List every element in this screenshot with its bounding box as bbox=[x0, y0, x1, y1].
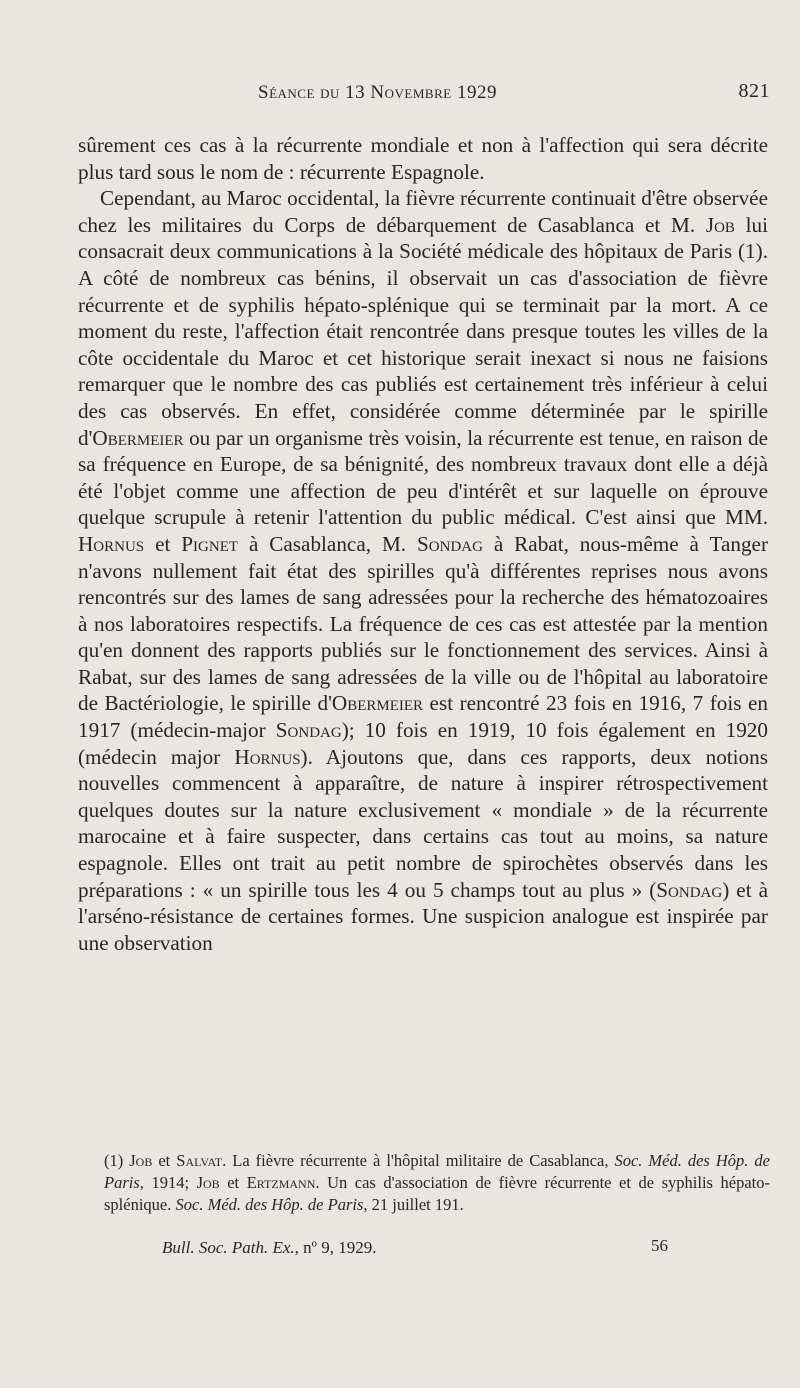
text-span: et bbox=[152, 1151, 177, 1170]
page-number: 821 bbox=[738, 80, 770, 102]
paragraph-2 bbox=[78, 185, 768, 956]
text-span: , 21 juillet 191. bbox=[363, 1195, 464, 1214]
text-span: Cependant, au Maroc occidental, la fièvre récurrente continuait d'être observée chez les militaires du Corps de débarquement de Casablanca et M. bbox=[78, 186, 768, 237]
body-text bbox=[78, 132, 768, 956]
running-header bbox=[80, 78, 770, 110]
author-name: Job bbox=[705, 212, 735, 237]
signature-mark: 56 bbox=[651, 1236, 668, 1255]
author-name: Job bbox=[196, 1173, 220, 1192]
footnote-marker: (1) bbox=[104, 1151, 130, 1170]
text-span: ) et à l'arséno-résistance de certaines formes. Une suspicion analogue est inspirée par une observation bbox=[78, 877, 768, 955]
text-span: est rencontré 23 fois en 1916, 7 fois en 1917 (médecin-major bbox=[78, 691, 768, 743]
author-name: Sondag bbox=[275, 718, 342, 743]
running-title: Séance du 13 Novembre 1929 bbox=[258, 82, 497, 103]
text-span: ou par un organisme très voisin, la récurrente est tenue, en raison de sa fréquence en Europe, de sa bénignité, des nombreux travaux dont elle a déjà été l'objet comme une affection de peu d'intérêt et sur laquelle on éprouve quelque scrupule à retenir l'attention du public médical. C'est ainsi que MM. bbox=[78, 425, 768, 530]
text-span: , 1914; bbox=[139, 1173, 197, 1192]
journal-name: Soc. Méd. des Hôp. de Paris bbox=[104, 1151, 770, 1192]
author-name: Hornus bbox=[78, 531, 145, 556]
paragraph-1-text: sûrement ces cas à la récurrente mondiale et non à l'affection qui sera décrite plus tard sous le nom de : récurrente Espagnole. bbox=[78, 133, 768, 184]
text-span: à Casablanca, M. bbox=[238, 531, 417, 556]
paragraph-1 bbox=[78, 132, 768, 185]
author-name: Obermeier bbox=[92, 425, 184, 450]
journal-reference bbox=[162, 1238, 376, 1258]
author-name: Ertzmann bbox=[246, 1173, 316, 1192]
author-name: Salvat bbox=[176, 1151, 223, 1170]
text-span: et bbox=[219, 1173, 247, 1192]
author-name: Obermeier bbox=[331, 691, 424, 716]
journal-name: Soc. Méd. des Hôp. de Paris bbox=[175, 1195, 364, 1214]
text-span: . La fièvre récurrente à l'hôpital militaire de Casablanca, bbox=[222, 1151, 615, 1170]
text-span: lui consacrait deux communications à la Société médicale des hôpitaux de Paris (1). A côté de nombreux cas bénins, il observait un cas d'association de fièvre récurrente et de syphilis hépato-splénique qui se terminait par la mort. A ce moment du reste, l'affection était rencontrée dans presque toutes les villes de la côte occidentale du Maroc et cet historique serait inexact si nous ne faisions remarquer que le nombre des cas publiés est certainement très inférieur à celui des cas observés. En effet, considérée comme déterminée par le spirille d' bbox=[78, 212, 768, 450]
author-name: Pignet bbox=[181, 531, 239, 556]
author-name: Job bbox=[129, 1151, 153, 1170]
footnote-1 bbox=[104, 1150, 770, 1216]
text-span: ); 10 fois en 1919, 10 fois également en 1920 (médecin major bbox=[78, 718, 768, 769]
text-span: et bbox=[144, 531, 182, 556]
text-span: à Rabat, nous-même à Tanger n'avons nullement fait état des spirilles qu'à différentes reprises nous avons rencontrés sur des lames de sang adressées pour la recherche des hématozoaires à nos laboratoires respectifs. La fréquence de ces cas est attestée par la mention qu'en donnent des rapports publiés sur le fonctionnement des services. Ainsi à Rabat, sur des lames de sang adressées de la ville ou de l'hôpital au laboratoire de Bactériologie, le spirille d' bbox=[78, 531, 768, 716]
journal-ref-title: Bull. Soc. Path. Ex. bbox=[162, 1238, 295, 1257]
journal-ref-issue: , nº 9, 1929. bbox=[294, 1238, 377, 1257]
author-name: Sondag bbox=[656, 877, 723, 902]
author-name: Sondag bbox=[417, 531, 483, 556]
footnotes bbox=[104, 1150, 770, 1216]
text-span: ). Ajoutons que, dans ces rapports, deux notions nouvelles commencent à apparaître, de nature à inspirer rétrospectivement quelques doutes sur la nature exclusivement « mondiale » de la récurrente marocaine et à faire suspecter, dans certains cas tout au moins, sa nature espagnole. Elles ont trait au petit nombre de spirochètes observés dans les préparations : « un spirille tous les 4 ou 5 champs tout au plus » ( bbox=[78, 744, 768, 902]
author-name: Hornus bbox=[234, 744, 301, 769]
text-span: . Un cas d'association de fièvre récurrente et de syphilis hépato-splénique. bbox=[104, 1173, 770, 1214]
